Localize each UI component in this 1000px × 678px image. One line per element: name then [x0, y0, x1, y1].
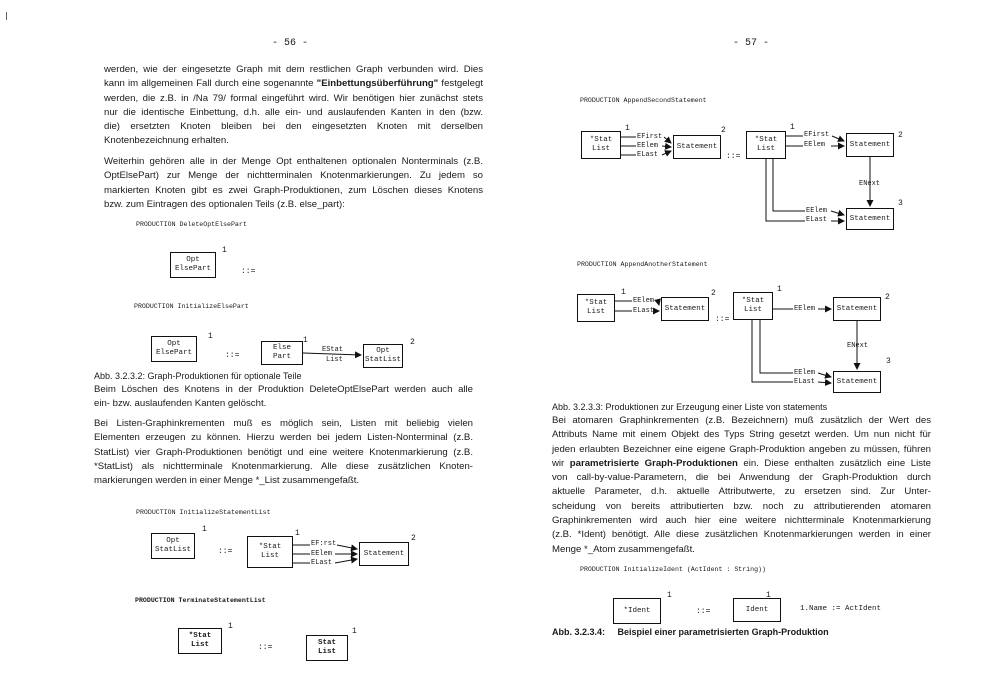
text-line: StatList) vier Graph-Produktionen benötigt und eine weitere Knotenmarkierung (z.B.	[94, 446, 473, 458]
node-label: List	[756, 145, 775, 153]
edge-label-elast: ELast	[633, 307, 655, 315]
edge-label-eelem: EElem	[794, 369, 816, 377]
edge-label-elast: ELast	[637, 151, 659, 159]
figure-caption: Abb. 3.2.3.2: Graph-Produktionen für optionale Teile	[94, 371, 302, 381]
node-label: *Stat	[589, 136, 613, 144]
caption-text: Beispiel einer parametrisierten Graph-Produktion	[617, 627, 829, 637]
node-number: 2	[721, 126, 726, 135]
edge-efirst	[293, 545, 357, 549]
node-number: 2	[411, 534, 416, 543]
node-number: 1	[208, 332, 213, 341]
node-label: *Stat	[584, 299, 608, 307]
node-number: 1	[303, 336, 308, 345]
production-title: PRODUCTION InitializeElsePart	[134, 303, 249, 310]
node-number: 2	[711, 289, 716, 298]
node-number: 3	[898, 199, 903, 208]
node-label: *Stat	[258, 543, 282, 551]
caption-label: Abb. 3.2.3.4:	[552, 627, 606, 637]
text-line: werden, die z.B. in /Na 79/ formal eingeführt wird. Wir benötigen hier zunächst stets	[104, 92, 483, 104]
text-line: von call-by-value-Parametern, die bei Anwendung der Graph-Produktion durch	[552, 472, 931, 484]
node-label: Statement	[363, 549, 405, 558]
text-line: OptElsePart) zur Menge der nichtterminalen Knotenmarkierungen. Zu jedem so	[104, 170, 483, 182]
node-number: 2	[898, 131, 903, 140]
edge-label-elast: ELast	[311, 559, 333, 567]
node-number: 1	[202, 525, 207, 534]
node-label: Statement	[836, 304, 878, 313]
derives-symbol: ::=	[258, 643, 273, 652]
node-label: *Stat	[754, 136, 778, 144]
node-label: Opt	[167, 340, 181, 348]
derives-symbol: ::=	[218, 547, 233, 556]
node-label: Ident	[745, 605, 769, 614]
figure-caption: Abb. 3.2.3.3: Produktionen zur Erzeugung einer Liste von statements	[552, 402, 828, 412]
node-number: 1	[667, 591, 672, 600]
emphasized-term: parametrisierte Graph-Produktionen	[569, 457, 738, 469]
production-title: PRODUCTION DeleteOptElsePart	[136, 221, 247, 228]
page-number: - 56 -	[272, 38, 309, 49]
edge-label-efirst: EF:rst	[311, 540, 337, 548]
derives-symbol: ::=	[225, 351, 240, 360]
edge-elast	[293, 559, 357, 563]
node-number: 1	[790, 123, 795, 132]
edge-eelem	[760, 320, 831, 377]
edge-label-enext: ENext	[859, 180, 881, 188]
edge-estat	[303, 353, 361, 355]
node-label: *Stat	[188, 632, 212, 640]
page-number: - 57 -	[733, 38, 770, 49]
node-label: Opt	[376, 347, 390, 355]
text-line: markierten Knoten gibt es zwei Graph-Produktionen, zum Löschen dieses Knotens	[104, 184, 483, 196]
edge-eelem	[621, 146, 671, 147]
text-line: aktuelle Parameter, d.h. aktuelle Attributwerte, zu ersetzen sind. Zur Unter-	[552, 486, 931, 498]
derives-symbol: ::=	[726, 152, 741, 161]
edge-efirst	[786, 136, 844, 141]
name-assignment: 1.Name := ActIdent	[800, 605, 882, 613]
node-label: List	[317, 648, 336, 656]
production-title: PRODUCTION InitializeIdent (ActIdent : String))	[580, 566, 766, 573]
edge-label-eelem: EElem	[794, 305, 816, 313]
edge-label-elast: ELast	[794, 378, 816, 386]
edge-elast	[621, 151, 671, 155]
derives-symbol: ::=	[715, 315, 730, 324]
edge-label-estat: EStat	[322, 346, 344, 354]
node-label: Statement	[676, 142, 718, 151]
node-label: StatList	[154, 546, 191, 554]
node-label: StatList	[364, 356, 401, 364]
text-line: die) ersetzten Knoten bleiben bei den eingesetzten Knoten mit derselben	[104, 121, 483, 133]
text-line: nur die identische Einbettung, d.h. alle ein- und auslaufenden Kanten in den (bzw.	[104, 106, 483, 118]
node-label: Else	[272, 344, 291, 352]
node-label: Stat	[317, 639, 336, 647]
node-label: Statement	[836, 377, 878, 386]
node-label: List	[260, 552, 279, 560]
node-label: Statement	[849, 214, 891, 223]
text-line: Bei atomaren Graphinkrementen (z.B. Bezeichnern) muß zusätzlich der Wert des	[552, 415, 931, 426]
node-label: List	[743, 306, 762, 314]
edge-label-enext: ENext	[847, 342, 869, 350]
edge-label-eelem: EElem	[806, 207, 828, 215]
text-line: kann im allgemeinen Fall durch eine sogenannte "Einbettungsüberführung" festgelegt	[104, 78, 484, 90]
edge-label-list: List	[326, 356, 343, 364]
text-line: Bei Listen-Graphinkrementen muß es möglich sein, Listen mit beliebig vielen	[94, 418, 473, 429]
node-label: Opt	[166, 537, 180, 545]
edge-eelem	[615, 301, 659, 305]
node-number: 2	[885, 293, 890, 302]
edge-label-elast: ELast	[806, 216, 828, 224]
edge-label-efirst: EFirst	[804, 131, 830, 139]
text-line: Menge *_Atom zusammengefaßt.	[552, 543, 695, 555]
node-number: 1	[766, 591, 771, 600]
production-title: PRODUCTION InitializeStatementList	[136, 509, 271, 516]
edge-label-eelem: EElem	[311, 550, 333, 558]
node-label: ElsePart	[155, 349, 192, 357]
node-label: List	[190, 641, 209, 649]
text-line: Elementen erzeugen zu können. Hierzu werden bei jedem Listen-Nonterminal (z.B.	[94, 432, 473, 444]
node-number: 1	[295, 529, 300, 538]
emphasized-term: "Einbettungsüberführung"	[316, 78, 439, 90]
node-number: 1	[625, 124, 630, 133]
node-label: List	[591, 145, 610, 153]
text-line: Weiterhin gehören alle in der Menge Opt enthaltenen optionalen Nonterminals (z.B.	[104, 156, 483, 167]
node-number: 1	[621, 288, 626, 297]
edge-label-eelem: EElem	[637, 142, 659, 150]
node-label: Statement	[849, 140, 891, 149]
production-title: PRODUCTION AppendSecondStatement	[580, 97, 707, 104]
derives-symbol: ::=	[241, 267, 256, 276]
node-label: List	[586, 308, 605, 316]
node-label: Opt	[186, 256, 200, 264]
node-label: ElsePart	[174, 265, 211, 273]
text-line: Attributs Name mit einem Objekt des Typs String gesetzt werden. Um nun nicht für	[552, 429, 931, 441]
text-line: scheidung von bereits attributierten bzw. noch zu attributierenden atomaren	[552, 500, 931, 512]
text-line: Beim Löschen des Knotens in der Produktion DeleteOptElsePart werden auch alle	[94, 384, 473, 395]
derives-symbol: ::=	[696, 607, 711, 616]
text-line: Graphinkrementen wird auch hier eine weitere nichtterminale Knotenmarkierung	[552, 515, 931, 527]
node-label: *Ident	[623, 606, 651, 615]
production-title: PRODUCTION AppendAnotherStatement	[577, 261, 708, 268]
production-title: PRODUCTION TerminateStatementList	[135, 597, 266, 604]
node-label: *Stat	[741, 297, 765, 305]
text-line: bzw. zum Eintragen des optionalen Teils (z.B. else_part):	[104, 198, 345, 210]
text-line: *StatList) als nichtterminale Knotenmarkierung. Alle diese zusätzlichen Knoten-	[94, 460, 473, 472]
node-number: 1	[777, 285, 782, 294]
edge-efirst	[621, 137, 671, 143]
text-line: jeden erlaubten Bezeichner eine eigene Graph-Produktion angeben zu müssen, führen	[552, 443, 931, 455]
edge-label-efirst: EFirst	[637, 133, 663, 141]
node-label: Part	[272, 353, 291, 361]
node-label: Statement	[664, 304, 706, 313]
edge-label-eelem: EElem	[804, 141, 826, 149]
node-number: 1	[222, 246, 227, 255]
edge-label-eelem: EElem	[633, 297, 655, 305]
node-number: 1	[352, 627, 357, 636]
node-number: 1	[228, 622, 233, 631]
edge-eelem	[773, 159, 844, 215]
text-line: Knotenbezeichnung erhalten.	[104, 135, 229, 147]
text-line: wir parametrisierte Graph-Produktionen ein. Diese enthalten zusätzlich eine Liste	[552, 457, 932, 469]
text-line: (z.B. *Ident) benötigt. Alle diese zusätzlichen Knotenmarkierungen werden in einer	[552, 529, 931, 541]
node-number: 2	[410, 338, 415, 347]
text-line: markierungen werden in einer Menge *_List zusammengefaßt.	[94, 475, 360, 487]
text-line: werden, wie der eingesetzte Graph mit dem restlichen Graph verbunden wird. Dies	[104, 64, 483, 75]
text-line: ein- bzw. auslaufenden Kanten gelöscht.	[94, 398, 267, 410]
node-number: 3	[886, 357, 891, 366]
